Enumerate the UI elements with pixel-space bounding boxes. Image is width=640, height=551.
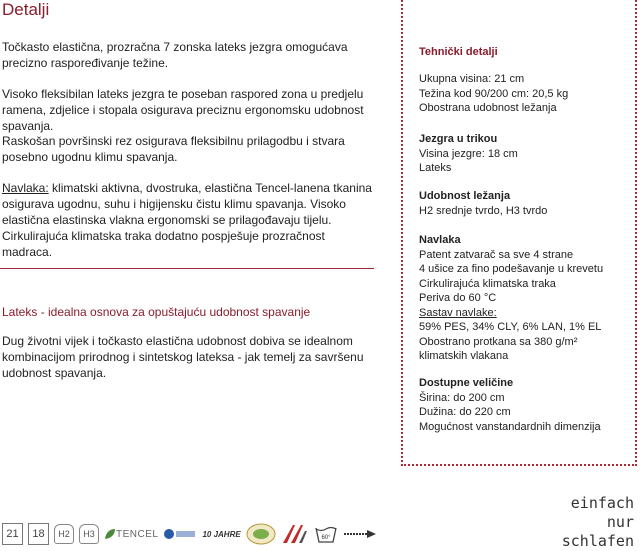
spec-line: Težina kod 90/200 cm: 20,5 kg	[419, 87, 569, 100]
certified-seal-icon	[246, 523, 276, 545]
warranty-icon	[202, 523, 240, 545]
cover-text: klimatski aktivna, dvostruka, elastična Tencel-lanena tkanina osigurava ugodnu, suhu i higijensku čistu klimu spavanja. Visoko elastična elastinska vlakna ergonomski se prilagođavaju tijelu. Cirkulirajuća klimatska traka dodatno pospješuje prozračnost madraca.	[2, 181, 372, 259]
wash-temperature: 60°	[321, 535, 331, 541]
tencel-icon	[104, 523, 158, 545]
elastic-icon	[163, 523, 197, 545]
spec-line: Obostrana udobnost ležanja	[419, 102, 557, 114]
spec-line: Patent zatvarač sa sve 4 strane	[419, 248, 574, 261]
comfort-heading: Udobnost ležanja	[419, 190, 511, 202]
page-title: Detalji	[2, 0, 50, 19]
spec-line: 59% PES, 34% CLY, 6% LAN, 1% EL	[419, 321, 602, 333]
spec-line: Ukupna visina: 21 cm	[419, 73, 525, 85]
technical-details-title: Tehnički detalji	[419, 46, 498, 58]
sizes-heading: Dostupne veličine	[419, 377, 514, 389]
spec-line: Obostrano protkana sa 380 g/m²	[419, 335, 578, 348]
size-specs	[419, 376, 631, 434]
zip-icon	[343, 527, 377, 541]
spec-line: Lateks	[419, 162, 452, 174]
brand-logo	[562, 494, 634, 551]
core-heading: Jezgra u trikou	[419, 133, 498, 145]
feature-icons-row	[2, 522, 377, 546]
zones-paragraph: Visoko fleksibilan lateks jezgra te poseban raspored zona u predjelu ramena, zdjelice i stopala osigurava preciznu ergonomsku udobnost spavanja.	[2, 87, 364, 133]
section-divider	[0, 268, 374, 269]
leaf-icon	[104, 528, 116, 540]
spec-line: 4 ušice za fino podešavanje u krevetu	[419, 263, 604, 275]
spec-line: klimatskih vlakana	[419, 350, 509, 362]
brand-line: einfach	[570, 494, 634, 512]
comfort-specs	[419, 189, 631, 218]
spec-line: H2 srednje tvrdo, H3 tvrdo	[419, 204, 548, 217]
wash-icon	[314, 523, 338, 545]
height-18-icon: 18	[28, 523, 49, 545]
firmness-h2-icon: H2	[54, 524, 74, 544]
cover-label: Navlaka:	[2, 181, 49, 195]
spec-line: Širina: do 200 cm	[419, 391, 505, 404]
cover-specs	[419, 233, 631, 364]
tencel-label: TENCEL	[116, 528, 159, 540]
zipper-icon	[343, 523, 377, 545]
brand-line: schlafen	[561, 532, 634, 550]
warranty-label: 10 JAHRE	[202, 529, 241, 539]
latex-subheading: Lateks - idealna osnova za opuštajuću udobnost spavanje	[2, 305, 311, 319]
cover-heading: Navlaka	[419, 234, 461, 246]
spec-line: Visina jezgre: 18 cm	[419, 147, 518, 160]
composition-label: Sastav navlake:	[419, 306, 497, 319]
quality-mark-icon	[281, 523, 309, 545]
spec-line: Cirkulirajuća klimatska traka	[419, 277, 556, 290]
firmness-h3-icon: H3	[79, 524, 99, 544]
spec-line: Dužina: do 220 cm	[419, 406, 511, 418]
surface-paragraph: Raskošan površinski rez osigurava fleksibilnu prilagodbu i stvara posebno ugodnu klimu spavanja.	[2, 134, 345, 164]
technical-details-box	[401, 0, 637, 466]
elastic-logo-icon	[163, 526, 197, 542]
core-specs	[419, 132, 631, 176]
intro-paragraph: Točkasto elastična, prozračna 7 zonska lateks jezgra omogućava precizno raspoređivanje težine.	[2, 40, 348, 70]
seal-icon	[246, 523, 276, 545]
cover-paragraph	[2, 180, 376, 260]
spec-line: Periva do 60 °C	[419, 292, 497, 304]
brand-line: nur	[606, 513, 634, 531]
latex-paragraph: Dug životni vijek i točkasto elastična udobnost dobiva se idealnom kombinacijom prirodnog i sintetskog lateksa - jak temelj za savršenu udobnost spavanja.	[2, 334, 364, 380]
general-specs	[419, 72, 631, 116]
washing-tub-icon	[314, 524, 338, 544]
spec-line: Mogućnost vanstandardnih dimenzija	[419, 420, 601, 433]
height-21-icon: 21	[2, 523, 23, 545]
made-in-icon	[281, 523, 309, 545]
